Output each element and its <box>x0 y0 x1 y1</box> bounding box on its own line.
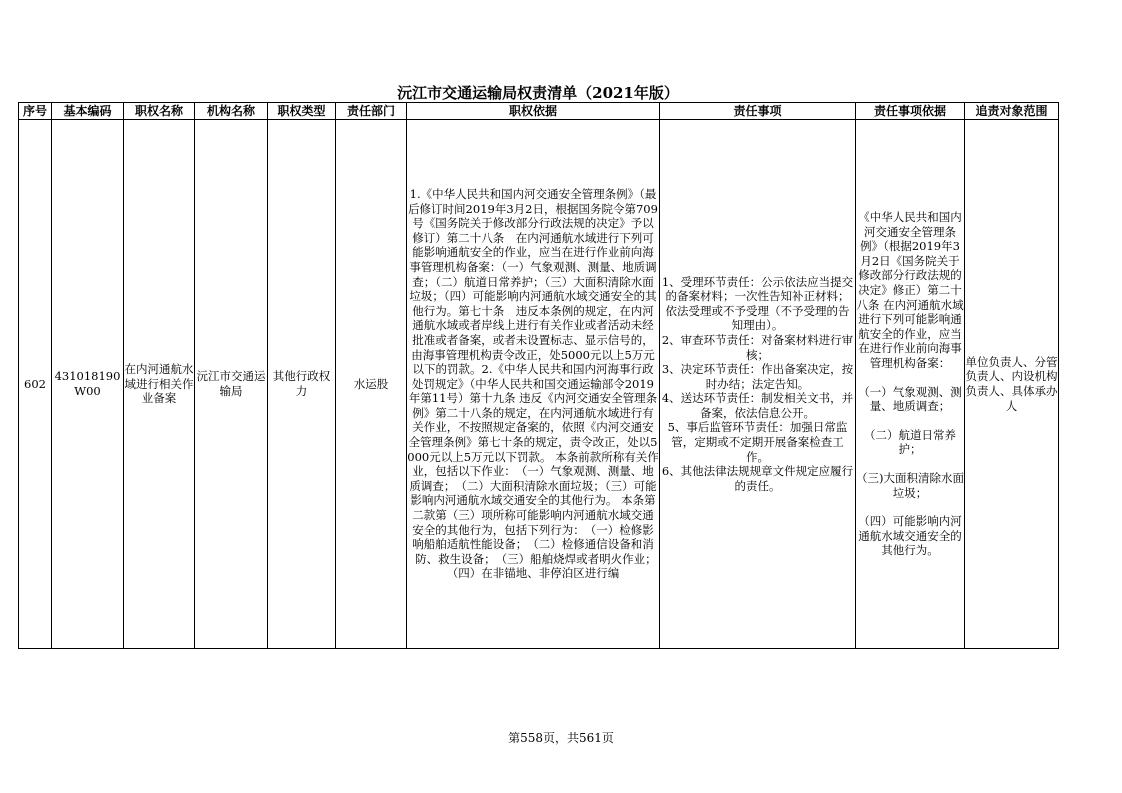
duty-item: 6、其他法律法规规章文件规定应履行的责任。 <box>661 464 854 493</box>
cell-seq: 602 <box>19 120 52 649</box>
cell-department: 水运股 <box>336 120 407 649</box>
header-seq: 序号 <box>19 103 52 120</box>
duty-item: 1、受理环节责任：公示依法应当提交的备案材料；一次性告知补正材料；依法受理或不予受理（不予受理的告知理由）。 <box>661 274 854 333</box>
cell-power-name: 在内河通航水域进行相关作业备案 <box>124 120 195 649</box>
duty-basis-item: （四）可能影响内河通航水域交通安全的其他行为。 <box>858 514 962 558</box>
duty-basis-item: （三)大面积清除水面垃圾； <box>856 470 964 500</box>
cell-accountability: 单位负责人、分管负责人、内设机构负责人、具体承办人 <box>965 120 1059 649</box>
duty-basis-item: 《中华人民共和国内河交通安全管理条例》（根据2019年3月2日《国务院关于修改部分行政法规的决定》修正）第二十八条 在内河通航水域进行下列可能影响通航安全的作业，应当在进行作业前向海事管理机构备案： <box>856 210 964 370</box>
header-accountability: 追责对象范围 <box>965 103 1059 120</box>
header-row <box>19 103 1059 120</box>
duty-basis-item: （二）航道日常养护； <box>864 427 956 457</box>
duty-item: 4、送达环节责任：制发相关文书，并备案，依法信息公开。 <box>661 391 854 420</box>
document-title: 沅江市交通运输局权责清单（2021年版） <box>397 84 679 102</box>
cell-agency: 沅江市交通运输局 <box>195 120 268 649</box>
header-code: 基本编码 <box>52 103 124 120</box>
header-duties: 责任事项 <box>660 103 856 120</box>
duty-basis-item: （一）气象观测、测量、地质调查； <box>858 384 962 414</box>
duty-item: 5、事后监管环节责任：加强日常监管，定期或不定期开展备案检查工作。 <box>667 420 848 464</box>
duty-item: 3、决定环节责任：作出备案决定，按时办结；法定告知。 <box>661 362 854 391</box>
header-power-name: 职权名称 <box>124 103 195 120</box>
cell-basis: 1.《中华人民共和国内河交通安全管理条例》（最后修订时间2019年3月2日，根据国务院令第709号《国务院关于修改部分行政法规的决定》予以修订）第二十八条 在内河通航水域进行下列可能影响通航安全的作业，应当在进行作业前向海事管理机构备案：（一）气象观测、测量、地质调查；（二）航道日常养护；（三）大面积清除水面垃圾；（四）可能影响内河通航水域交通安全的其他行为。第七十条 违反本条例的规定，在内河通航水域或者岸线上进行有关作业或者活动未经批准或者备案，或者未设置标志、显示信号的，由海事管理机构责令改正，处5000元以上5万元以下的罚款。2.《中华人民共和国内河海事行政处罚规定》（中华人民共和国交通运输部令2019年第11号）第十九条 违反《内河交通安全管理条例》第二十八条的规定，在内河通航水域进行有关作业，不按照规定备案的，依照《内河交通安全管理条例》第七十条的规定，责令改正，处以5000元以上5万元以下罚款。 本条前款所称有关作业，包括以下作业： （一）气象观测、测量、地质调查； （二）大面积清除水面垃圾；（三）可能影响内河通航水域交通安全的其他行为。 本条第二款第（三）项所称可能影响内河通航水域交通安全的其他行为，包括下列行为： （一）检修影响船舶适航性能设备； （二）检修通信设备和消防、救生设备； （三）船舶烧焊或者明火作业； （四）在非锚地、非停泊区进行编 <box>407 120 660 649</box>
header-agency: 机构名称 <box>195 103 268 120</box>
cell-code: 431018190W00 <box>52 120 124 649</box>
cell-duty-basis <box>856 120 965 649</box>
cell-duties <box>660 120 856 649</box>
header-duty-basis: 责任事项依据 <box>856 103 965 120</box>
header-department: 责任部门 <box>336 103 407 120</box>
page-number: 第558页，共561页 <box>508 731 614 745</box>
header-power-type: 职权类型 <box>268 103 336 120</box>
duty-item: 2、审查环节责任：对备案材料进行审核； <box>661 332 854 362</box>
table-row <box>19 120 1059 649</box>
responsibility-table <box>18 102 1059 649</box>
header-basis: 职权依据 <box>407 103 660 120</box>
cell-power-type: 其他行政权力 <box>268 120 336 649</box>
